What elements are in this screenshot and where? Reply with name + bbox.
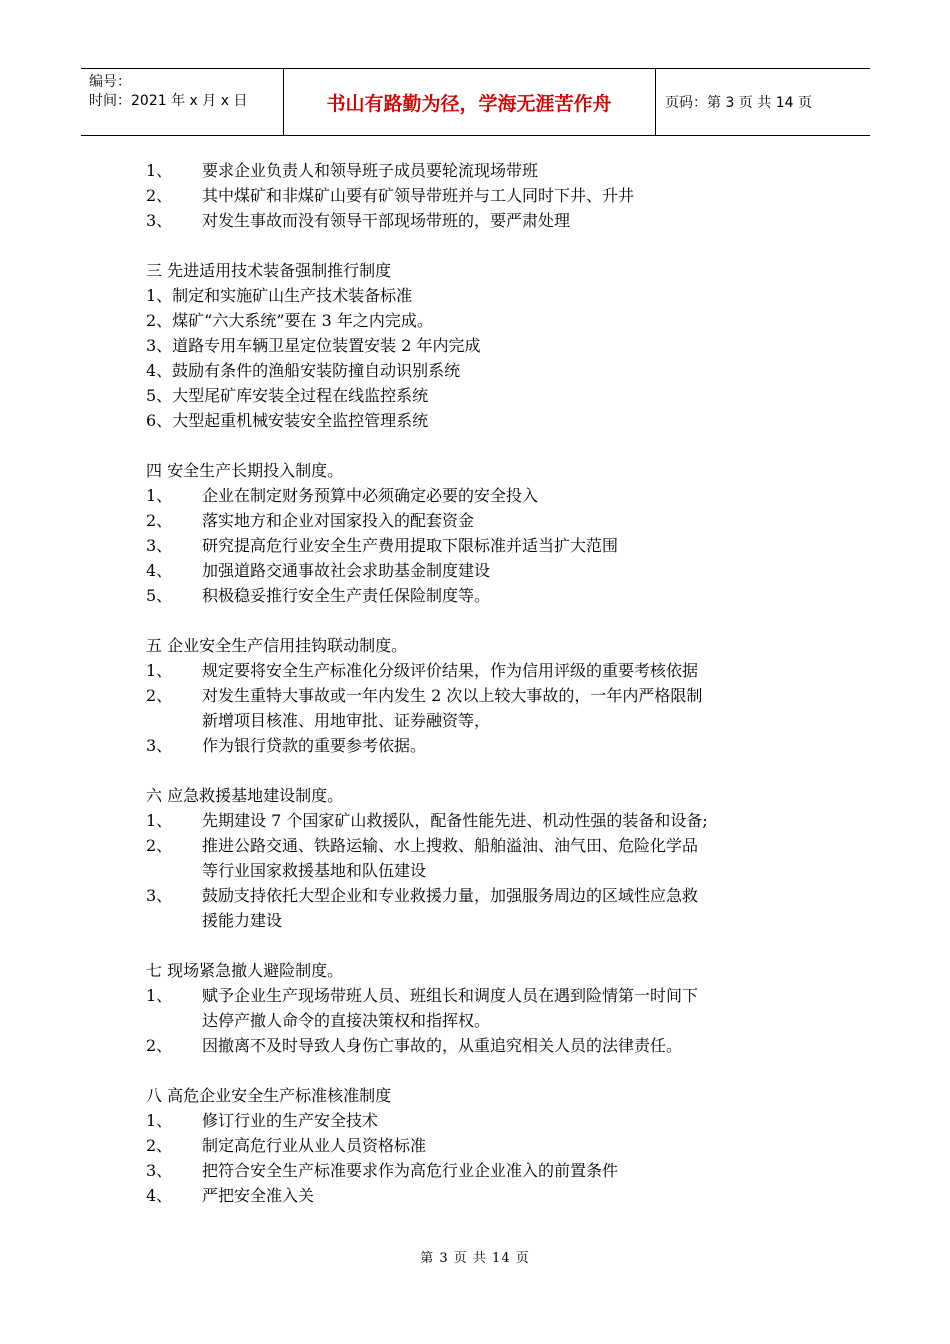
item-number: 3、 <box>146 536 173 555</box>
section-title: 三 先进适用技术装备强制推行制度 <box>146 261 392 280</box>
list-item: 4、鼓励有条件的渔船安装防撞自动识别系统 <box>146 361 461 380</box>
item-number: 2、 <box>146 836 173 855</box>
header-meta <box>89 73 247 111</box>
section-spacer <box>146 758 806 783</box>
list-item <box>146 558 806 583</box>
list-item <box>146 1183 806 1208</box>
list-item <box>146 508 806 533</box>
item-number: 4、 <box>146 561 173 580</box>
item-number: 1、 <box>146 486 173 505</box>
item-text: 鼓励支持依托大型企业和专业救援力量，加强服务周边的区域性应急救 <box>202 886 699 905</box>
header-divider-right <box>655 69 656 135</box>
header-page-info: 页码：第 3 页 共 14 页 <box>665 95 812 111</box>
item-number: 3、 <box>146 886 173 905</box>
list-item <box>146 733 806 758</box>
list-item <box>146 1133 806 1158</box>
item-number: 1、 <box>146 161 173 180</box>
list-item <box>146 1108 806 1133</box>
header-motto: 书山有路勤为径，学海无涯苦作舟 <box>326 92 612 115</box>
section-spacer <box>146 608 806 633</box>
section-spacer <box>146 433 806 458</box>
item-number: 3、 <box>146 1161 173 1180</box>
list-item <box>146 658 806 683</box>
number-label: 编号： <box>89 74 131 90</box>
section-title: 五 企业安全生产信用挂钩联动制度。 <box>146 636 408 655</box>
item-number: 2、 <box>146 1036 173 1055</box>
list-item <box>146 183 806 208</box>
section-title: 七 现场紧急撤人避险制度。 <box>146 961 344 980</box>
list-item <box>146 158 806 183</box>
list-item <box>146 883 806 908</box>
list-item: 1、制定和实施矿山生产技术装备标准 <box>146 286 413 305</box>
item-text: 要求企业负责人和领导班子成员要轮流现场带班 <box>202 161 539 180</box>
item-number: 1、 <box>146 1111 173 1130</box>
section-spacer <box>146 933 806 958</box>
item-text: 落实地方和企业对国家投入的配套资金 <box>202 511 475 530</box>
item-text: 先期建设 7 个国家矿山救援队，配备性能先进、机动性强的装备和设备; <box>202 811 708 830</box>
item-text: 严把安全准入关 <box>202 1186 315 1205</box>
item-number: 2、 <box>146 686 173 705</box>
list-item <box>146 583 806 608</box>
section-spacer <box>146 233 806 258</box>
list-item <box>146 208 806 233</box>
item-text: 修订行业的生产安全技术 <box>202 1111 379 1130</box>
item-text: 对发生重特大事故或一年内发生 2 次以上较大事故的，一年内严格限制 <box>202 686 703 705</box>
section-title: 八 高危企业安全生产标准核准制度 <box>146 1086 392 1105</box>
item-number: 2、 <box>146 511 173 530</box>
item-number: 2、 <box>146 1136 173 1155</box>
document-body <box>146 158 806 1208</box>
item-number: 1、 <box>146 811 173 830</box>
item-text: 制定高危行业从业人员资格标准 <box>202 1136 427 1155</box>
item-number: 2、 <box>146 186 173 205</box>
item-text: 赋予企业生产现场带班人员、班组长和调度人员在遇到险情第一时间下 <box>202 986 699 1005</box>
item-text: 其中煤矿和非煤矿山要有矿领导带班并与工人同时下井、升井 <box>202 186 635 205</box>
list-item: 2、煤矿“六大系统”要在 3 年之内完成。 <box>146 311 433 330</box>
list-item <box>146 983 806 1008</box>
item-text: 研究提高危行业安全生产费用提取下限标准并适当扩大范围 <box>202 536 619 555</box>
list-item: 5、大型尾矿库安装全过程在线监控系统 <box>146 386 429 405</box>
list-item: 3、道路专用车辆卫星定位装置安装 2 年内完成 <box>146 336 481 355</box>
list-item: 等行业国家救援基地和队伍建设 <box>202 861 427 880</box>
item-text: 对发生事故而没有领导干部现场带班的，要严肃处理 <box>202 211 571 230</box>
item-number: 1、 <box>146 661 173 680</box>
item-text: 作为银行贷款的重要参考依据。 <box>202 736 427 755</box>
item-text: 积极稳妥推行安全生产责任保险制度等。 <box>202 586 491 605</box>
item-text: 推进公路交通、铁路运输、水上搜救、船舶溢油、油气田、危险化学品 <box>202 836 699 855</box>
list-item <box>146 683 806 708</box>
list-item <box>146 483 806 508</box>
item-number: 3、 <box>146 736 173 755</box>
item-text: 因撤离不及时导致人身伤亡事故的，从重追究相关人员的法律责任。 <box>202 1036 683 1055</box>
section-title: 六 应急救援基地建设制度。 <box>146 786 344 805</box>
list-item <box>146 1158 806 1183</box>
item-text: 规定要将安全生产标准化分级评价结果，作为信用评级的重要考核依据 <box>202 661 699 680</box>
section-title: 四 安全生产长期投入制度。 <box>146 461 344 480</box>
item-text: 企业在制定财务预算中必须确定必要的安全投入 <box>202 486 539 505</box>
list-item <box>146 1033 806 1058</box>
list-item: 新增项目核准、用地审批、证券融资等， <box>202 711 491 730</box>
list-item <box>146 533 806 558</box>
item-number: 1、 <box>146 986 173 1005</box>
section-spacer <box>146 1058 806 1083</box>
item-number: 3、 <box>146 211 173 230</box>
item-text: 加强道路交通事故社会求助基金制度建设 <box>202 561 491 580</box>
date-label: 时间：2021 年 x 月 x 日 <box>89 93 248 109</box>
page-footer: 第 3 页 共 14 页 <box>420 1251 530 1266</box>
list-item <box>146 833 806 858</box>
list-item: 6、大型起重机械安装安全监控管理系统 <box>146 411 429 430</box>
document-header <box>81 68 870 136</box>
item-number: 4、 <box>146 1186 173 1205</box>
item-text: 把符合安全生产标准要求作为高危行业企业准入的前置条件 <box>202 1161 619 1180</box>
item-number: 5、 <box>146 586 173 605</box>
list-item: 达停产撤人命令的直接决策权和指挥权。 <box>202 1011 491 1030</box>
list-item: 援能力建设 <box>202 911 283 930</box>
list-item <box>146 808 806 833</box>
